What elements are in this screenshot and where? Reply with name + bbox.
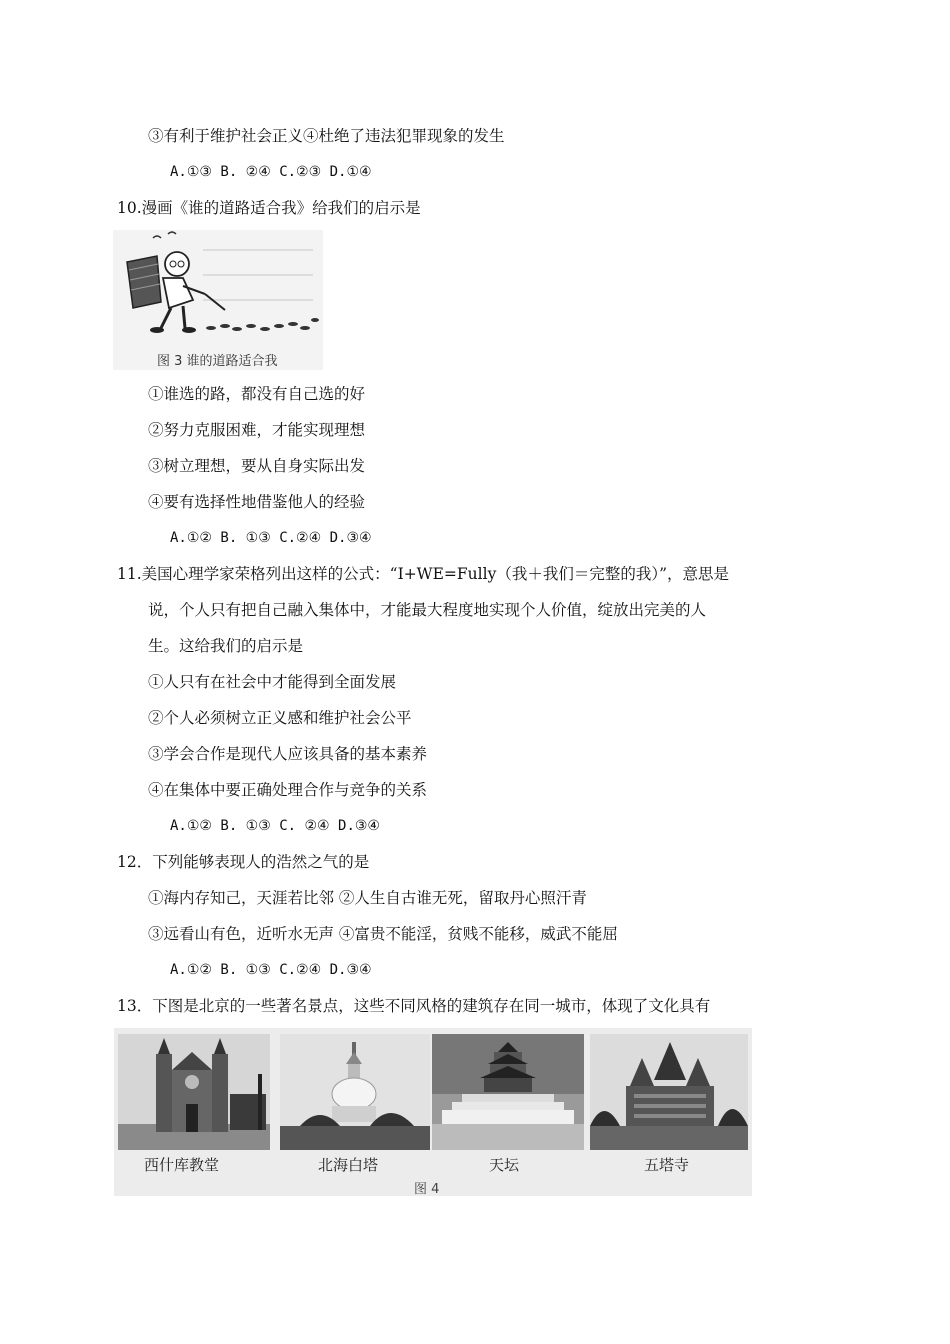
q11-option-1: ①人只有在社会中才能得到全面发展 <box>148 673 397 691</box>
q11-option-4: ④在集体中要正确处理合作与竞争的关系 <box>148 781 428 799</box>
q10-stem: 10.漫画《谁的道路适合我》给我们的启示是 <box>117 199 421 217</box>
q11-stem-line-2: 说，个人只有把自己融入集体中，才能最大程度地实现个人价值，绽放出完美的人 <box>148 601 707 619</box>
q12-answers: A.①② B. ①③ C.②④ D.③④ <box>170 962 372 978</box>
q11-option-3: ③学会合作是现代人应该具备的基本素养 <box>148 745 428 763</box>
photo-xishiku-church <box>118 1034 270 1150</box>
q13-figure-caption: 图 4 <box>414 1182 440 1197</box>
photo-beihai-white-pagoda <box>280 1034 430 1150</box>
cartoon-illustration <box>113 230 323 370</box>
white-pagoda-image <box>280 1034 430 1150</box>
q10-answers: A.①② B. ①③ C.②④ D.③④ <box>170 530 372 546</box>
church-image <box>118 1034 270 1150</box>
q10-option-2: ②努力克服困难，才能实现理想 <box>148 421 366 439</box>
q11-option-2: ②个人必须树立正义感和维护社会公平 <box>148 709 412 727</box>
wuta-temple-image <box>590 1034 748 1150</box>
q11-stem-line-3: 生。这给我们的启示是 <box>148 637 304 655</box>
photo-label-4: 五塔寺 <box>644 1156 690 1174</box>
photo-label-1: 西什库教堂 <box>144 1156 220 1174</box>
q10-figure-caption: 图 3 谁的道路适合我 <box>157 354 278 369</box>
q11-answers: A.①② B. ①③ C. ②④ D.③④ <box>170 818 380 834</box>
temple-of-heaven-image <box>432 1034 584 1150</box>
q12-stem: 12．下列能够表现人的浩然之气的是 <box>117 853 370 871</box>
photo-label-2: 北海白塔 <box>318 1156 379 1174</box>
q9-option-line: ③有利于维护社会正义④杜绝了违法犯罪现象的发生 <box>148 127 505 145</box>
photo-temple-of-heaven <box>432 1034 584 1150</box>
q10-cartoon-figure <box>113 230 323 370</box>
q11-stem-line-1: 11.美国心理学家荣格列出这样的公式：“I+WE=Fully（我＋我们＝完整的我）”，意思是 <box>117 565 730 583</box>
q13-stem: 13．下图是北京的一些著名景点，这些不同风格的建筑存在同一城市，体现了文化具有 <box>117 997 711 1015</box>
q10-option-3: ③树立理想，要从自身实际出发 <box>148 457 366 475</box>
photo-wuta-temple <box>590 1034 748 1150</box>
q10-option-4: ④要有选择性地借鉴他人的经验 <box>148 493 366 511</box>
q9-answers: A.①③ B. ②④ C.②③ D.①④ <box>170 164 372 180</box>
photo-label-3: 天坛 <box>489 1156 520 1174</box>
q12-option-line-2: ③远看山有色，近听水无声 ④富贵不能淫，贫贱不能移，威武不能屈 <box>148 925 618 943</box>
q13-photo-figure <box>114 1028 752 1196</box>
q10-option-1: ①谁选的路，都没有自己选的好 <box>148 385 366 403</box>
q12-option-line-1: ①海内存知己，天涯若比邻 ②人生自古谁无死，留取丹心照汗青 <box>148 889 587 907</box>
